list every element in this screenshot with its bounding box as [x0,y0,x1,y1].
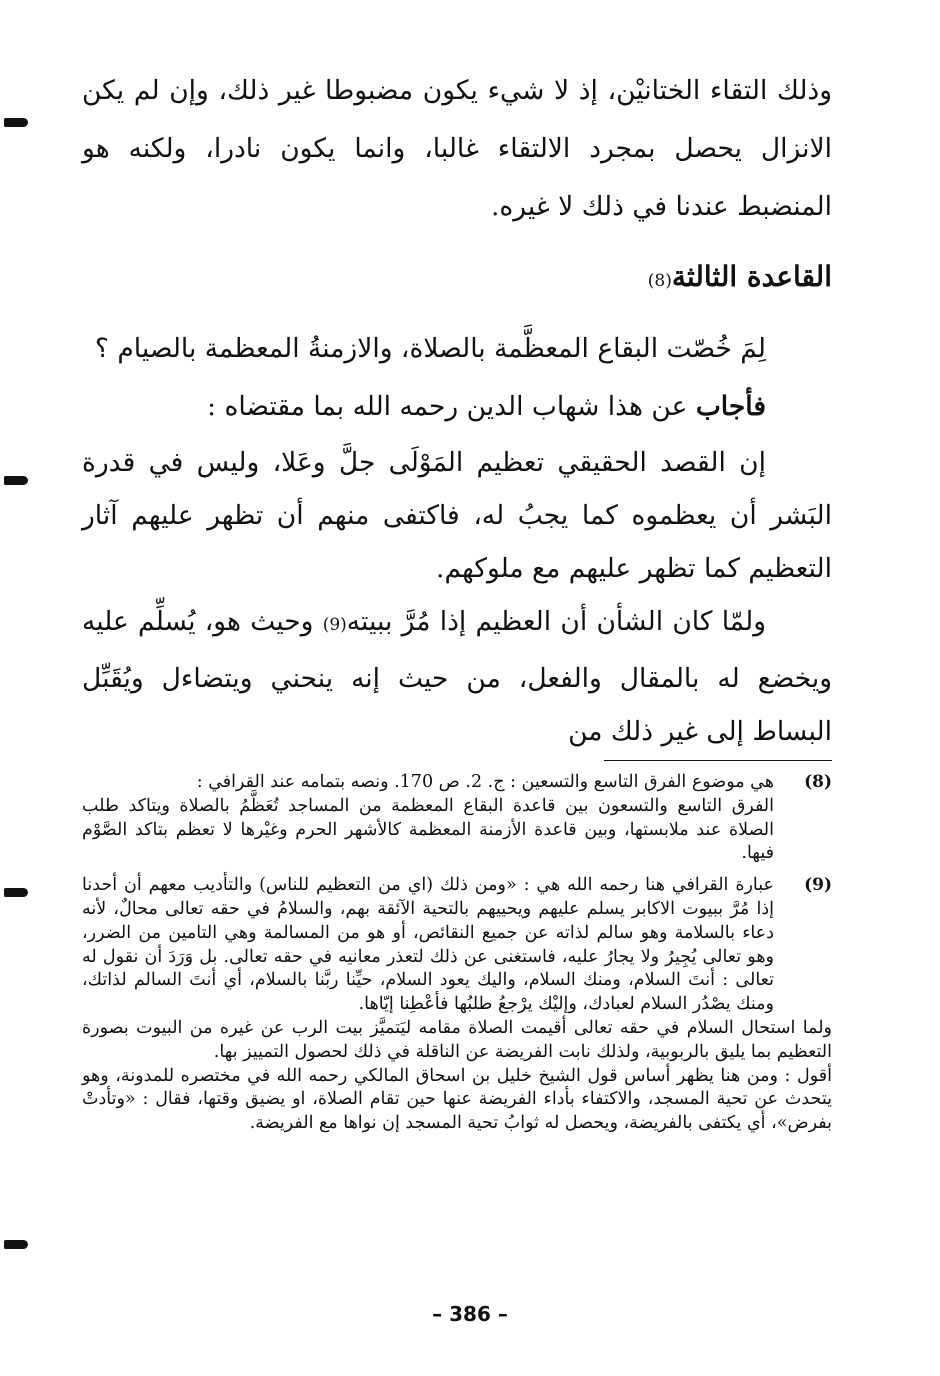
margin-mark [4,118,28,127]
footnote-line: هي موضوع الفرق التاسع والتسعين : ج. 2. ص 170. ونصه بتمامه عند القرافي : [196,772,774,792]
footnote-8 [82,771,832,866]
question-line: لِمَ خُصّت البقاع المعظَّمة بالصلاة، والازمنةُ المعظمة بالصيام ؟ [94,333,766,364]
footnote-body [82,874,774,1017]
paragraph-2-footnote-ref: (9) [322,615,347,635]
footnote-continuation: أقول : ومن هنا يظهر أساس قول الشيخ خليل بن اسحاق المالكي رحمه الله في مختصره للمدونة، وهو يتحدث عن تحية المسجد، والاكتفاء بأداء الفريضة عنها حين تقام الصلاة، او يضيق وقتها، فقال : «وتأدتْ بفرض»، أي يكتفى بالفريضة، ويحصل له ثوابُ تحية المسجد إن نواها مع الفريضة. [82,1065,832,1134]
margin-mark [4,888,28,897]
heading-text: القاعدة الثالثة [671,260,832,293]
paragraph-2-part-a: ولمّا كان الشأن أن العظيم إذا مُرَّ ببيته [346,606,766,637]
answer-rest: عن هذا شهاب الدين رحمه الله بما مقتضاه : [207,391,696,422]
footnote-continuation: ولما استحال السلام في حقه تعالى أقيمت الصلاة مقامه ليَتميَّز بيت الرب عن غيره من البيوت بصورة التعظيم بما يليق بالربوبية، ولذلك نابت الفريضة عن الناقلة في ذلك لحصول التمييز بها. [82,1017,832,1062]
answer-bold: فأجاب [695,391,766,422]
margin-mark [4,476,28,485]
footnote-number: (8) [804,772,832,792]
footnote-number: (9) [804,875,832,896]
heading-footnote-ref: (8) [647,271,672,291]
paragraph-1: إن القصد الحقيقي تعظيم المَوْلَى جلَّ وعَلا، وليس في قدرة البَشر أن يعظموه كما يجبُ له، فاكتفى منهم أن تظهر عليهم آثار التعظيم كما تظهر عليهم مع ملوكهم. [82,447,832,584]
footnote-separator [604,760,832,761]
footnote-gap [82,866,832,874]
footnote-line: الفرق التاسع والتسعون بين قاعدة البقاع المعظمة من المساجد تُعَظَّمُ بالصلاة ويتاكد طلب الصلاة عند ملابستها، وبين قاعدة الأزمنة المعظمة كالأشهر الحرم وغيْرها لا تعظم بتاكد الصَّوْم فيها. [82,795,774,864]
page-number: – 386 – [432,1302,508,1326]
footnote-9 [82,874,832,1017]
footnote-body [82,771,774,866]
paragraph-2 [82,595,832,758]
page-content [82,62,832,1136]
answer-line [82,378,832,436]
opening-paragraph: وذلك التقاء الختانيْن، إذ لا شيء يكون مضبوطا غير ذلك، وإن لم يكن الانزال يحصل بمجرد الالتقاء غالبا، وانما يكون نادرا، ولكنه هو المنضبط عندنا في ذلك لا غيره. [82,75,832,222]
section-heading [82,248,832,310]
footnote-line: عبارة القرافي هنا رحمه الله هي : «ومن ذلك (اي من التعظيم للناس) والتأديب معهم أن أحدنا إذا مُرَّ ببيوت الاكابر يسلم عليهم ويحييهم بالتحية الآئقة بهم، والسلامُ في حقه تعالى محالٌ، لأنه دعاء بالسلامة وهو سالم لذاته عن جميع النقائص، أو هو من المسالمة وهي التامين من الضرر، وهو تعالى يُجِيرُ ولا يجارُ عليه، فاستغنى عن ذلك لتعذر معانيه في حقه تعالى. بل وَرَدَ أن نقول له تعالى : أنتَ السلام، ومنك السلام، واليك يعود السلام، حيِّنا ربَّنا بالسلام، أي أنتَ السالم لذاتك، ومنك يصْدُر السلام لعبادك، وإليْك يرْجعُ طلبُها فأعْطِنا إيّاها. [82,875,774,1015]
margin-mark [4,1240,28,1249]
paragraph-2-part-b: وحيث هو، يُسلِّم عليه ويخضع له بالمقال والفعل، من حيث إنه ينحني ويتضاءل ويُقَبِّل البساط إلى غير ذلك من [82,606,832,747]
